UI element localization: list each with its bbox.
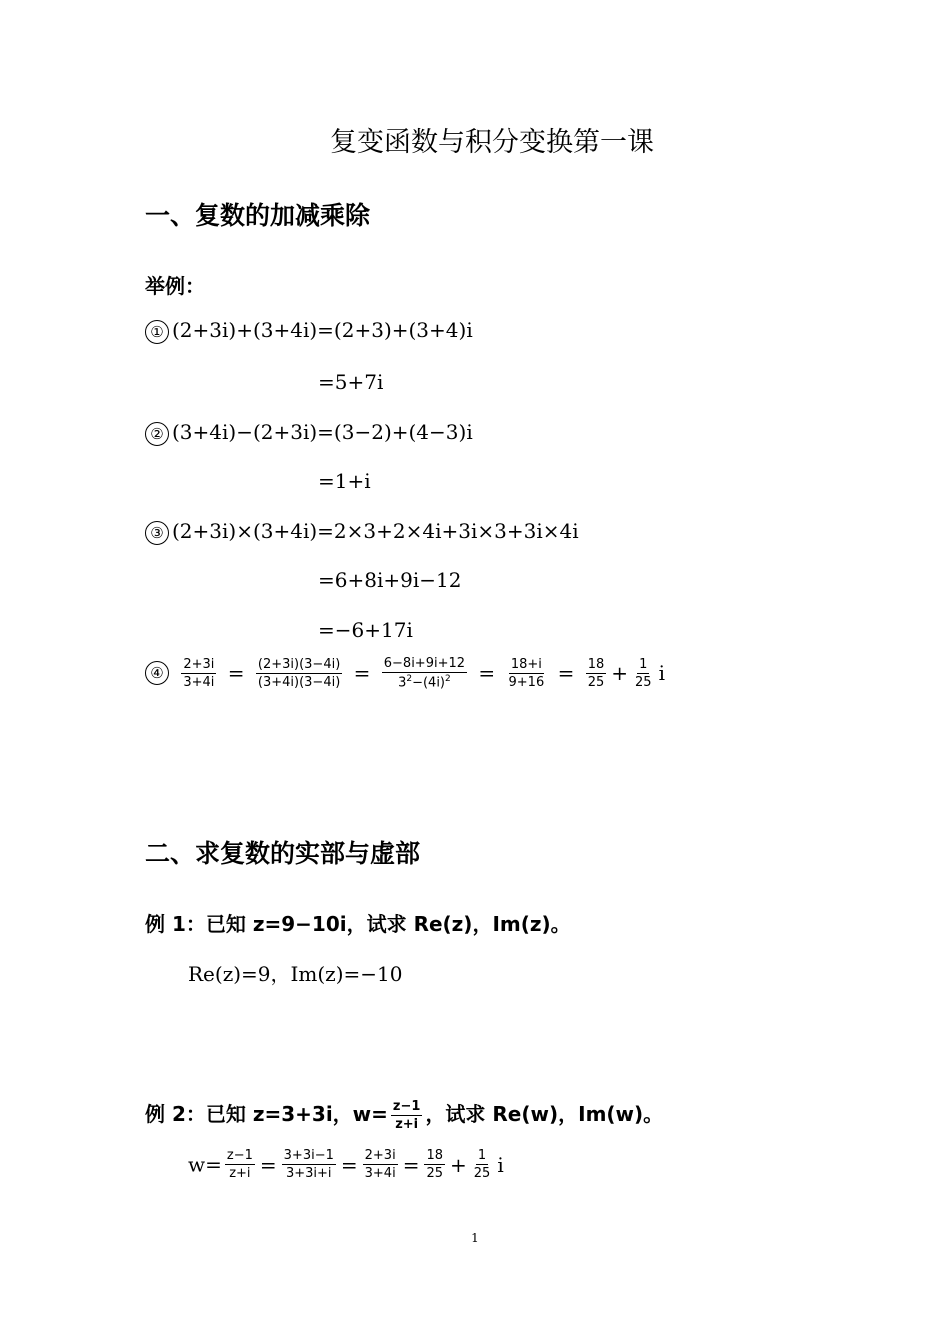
- example-1-question: 例 1：已知 z=9−10i，试求 Re(z)，Im(z)。: [145, 912, 571, 936]
- equals-sign: =: [340, 1152, 358, 1177]
- fraction: $\frac{1}{25}$: [635, 656, 652, 690]
- example-3-line-2: =6+8i+9i−12: [318, 568, 462, 592]
- section2-heading: 二、求复数的实部与虚部: [145, 839, 421, 868]
- fraction: $\frac{z-1}{z+i}$: [392, 1099, 421, 1132]
- imaginary-unit: i: [497, 1152, 504, 1177]
- page-title: 复变函数与积分变换第一课: [330, 127, 654, 158]
- plus-sign: +: [611, 661, 629, 686]
- example-2-line-1: [145, 420, 473, 446]
- circled-number-4: ④: [145, 661, 169, 685]
- question-text: 例 2：已知 z=3+3i，w=: [145, 1102, 388, 1126]
- equation-text: (2+3i)×(3+4i)=2×3+2×4i+3i×3+3i×4i: [172, 519, 579, 543]
- equals-sign: =: [227, 661, 245, 686]
- question-text: ，试求 Re(w)，Im(w)。: [425, 1102, 664, 1126]
- example-2-line-2: =1+i: [318, 469, 371, 493]
- circled-number-3: ③: [145, 521, 169, 545]
- example-1-line-2: =5+7i: [318, 370, 384, 394]
- example-4-equation: [145, 656, 667, 690]
- fraction: $\frac{6-8i+9i+12}{3^2-(4i)^2}$: [383, 656, 466, 691]
- equals-sign: =: [353, 661, 371, 686]
- fraction: $\frac{1}{25}$: [473, 1148, 491, 1181]
- circled-number-2: ②: [145, 422, 169, 446]
- equals-sign: =: [259, 1152, 277, 1177]
- example-3-line-1: [145, 519, 579, 545]
- equals-sign: =: [557, 661, 575, 686]
- circled-number-1: ①: [145, 320, 169, 344]
- fraction: $\frac{z-1}{z+i}$: [226, 1148, 253, 1181]
- example-2-answer: [188, 1148, 506, 1181]
- example-3-line-3: =−6+17i: [318, 618, 413, 642]
- fraction: $\frac{18}{25}$: [426, 1148, 443, 1181]
- fraction: $\frac{(2+3i)(3-4i)}{(3+4i)(3-4i)}$: [257, 656, 341, 690]
- equals-sign: =: [478, 661, 496, 686]
- fraction: $\frac{18}{25}$: [587, 656, 605, 690]
- imaginary-unit: i: [658, 661, 665, 686]
- fraction: $\frac{2+3i}{3+4i}$: [183, 656, 215, 690]
- example-1-answer: Re(z)=9，Im(z)=−10: [188, 962, 403, 986]
- equation-text: (3+4i)−(2+3i)=(3−2)+(4−3)i: [172, 420, 473, 444]
- fraction: $\frac{18+i}{9+16}$: [508, 656, 545, 690]
- fraction: $\frac{2+3i}{3+4i}$: [364, 1148, 396, 1181]
- w-label: w=: [188, 1152, 222, 1177]
- example-2-question: [145, 1098, 663, 1132]
- section1-heading: 一、复数的加减乘除: [145, 201, 371, 230]
- example-1-line-1: [145, 318, 473, 344]
- equals-sign: =: [402, 1152, 420, 1177]
- page-number: 1: [471, 1231, 479, 1245]
- example-label: 举例：: [145, 274, 205, 298]
- fraction: $\frac{3+3i-1}{3+3i+i}$: [283, 1148, 334, 1181]
- equation-text: (2+3i)+(3+4i)=(2+3)+(3+4)i: [172, 318, 473, 342]
- plus-sign: +: [450, 1152, 467, 1177]
